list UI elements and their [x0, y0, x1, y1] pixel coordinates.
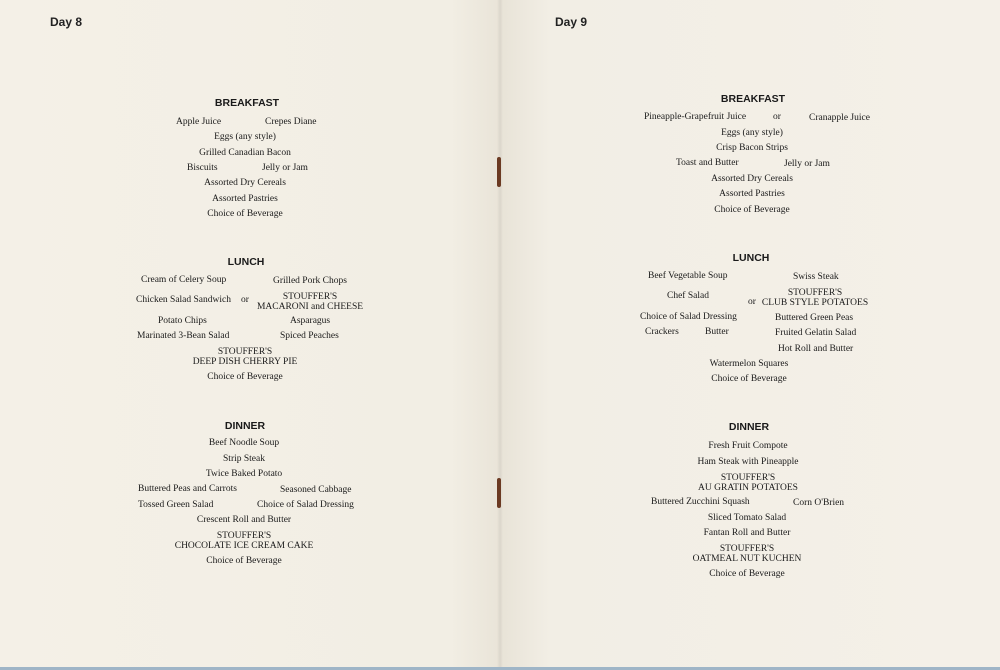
staple-icon — [497, 157, 501, 187]
day-label: Day 9 — [555, 15, 588, 29]
menu-item: Fantan Roll and Butter — [703, 528, 791, 538]
menu-item: Choice of Beverage — [711, 374, 787, 384]
dinner-heading: DINNER — [224, 420, 266, 432]
menu-item: Choice of Beverage — [206, 556, 282, 566]
menu-item: Asparagus — [290, 316, 331, 326]
menu-item: Seasoned Cabbage — [280, 485, 352, 495]
menu-item: Fruited Gelatin Salad — [775, 328, 857, 338]
menu-item: Choice of Salad Dressing — [257, 500, 354, 510]
menu-item: Cream of Celery Soup — [141, 275, 227, 285]
menu-item: Buttered Green Peas — [775, 313, 854, 323]
menu-item: Marinated 3-Bean Salad — [137, 331, 230, 341]
menu-item: STOUFFER'S CLUB STYLE POTATOES — [761, 288, 869, 309]
menu-item: Assorted Dry Cereals — [711, 174, 793, 184]
menu-item: STOUFFER'S CHOCOLATE ICE CREAM CAKE — [174, 531, 314, 552]
menu-item: Jelly or Jam — [784, 159, 830, 169]
menu-item: Beef Vegetable Soup — [648, 271, 728, 281]
menu-item: Corn O'Brien — [793, 498, 845, 508]
menu-item: Beef Noodle Soup — [208, 438, 280, 448]
menu-item: Choice of Beverage — [207, 209, 283, 219]
right-page — [500, 0, 1000, 670]
menu-item: STOUFFER'S AU GRATIN POTATOES — [698, 473, 798, 494]
menu-item: Twice Baked Potato — [205, 469, 283, 479]
menu-item: or — [773, 112, 781, 122]
menu-item: Buttered Peas and Carrots — [138, 484, 237, 494]
menu-item: Potato Chips — [158, 316, 207, 326]
menu-item: Crepes Diane — [265, 117, 317, 127]
lunch-heading: LUNCH — [227, 256, 265, 268]
page-gutter — [497, 0, 503, 670]
menu-item: Butter — [705, 327, 729, 337]
menu-item: Spiced Peaches — [280, 331, 339, 341]
menu-item: Hot Roll and Butter — [778, 344, 854, 354]
menu-item: Crackers — [645, 327, 679, 337]
menu-item: Crescent Roll and Butter — [196, 515, 292, 525]
menu-item: Choice of Beverage — [709, 569, 785, 579]
menu-item: Toast and Butter — [676, 158, 739, 168]
staple-icon — [497, 478, 501, 508]
menu-item: Eggs (any style) — [721, 128, 783, 138]
menu-item: Grilled Pork Chops — [273, 276, 347, 286]
menu-item: Ham Steak with Pineapple — [697, 457, 799, 467]
menu-item: Watermelon Squares — [709, 359, 789, 369]
menu-item: Fresh Fruit Compote — [708, 441, 788, 451]
menu-item: STOUFFER'S OATMEAL NUT KUCHEN — [692, 544, 802, 565]
lunch-heading: LUNCH — [732, 252, 770, 264]
menu-item: Grilled Canadian Bacon — [199, 148, 291, 158]
menu-item: Assorted Pastries — [719, 189, 785, 199]
menu-item: Assorted Dry Cereals — [204, 178, 286, 188]
menu-item: Strip Steak — [223, 454, 265, 464]
menu-item: Choice of Beverage — [207, 372, 283, 382]
menu-item: STOUFFER'S DEEP DISH CHERRY PIE — [192, 347, 298, 368]
menu-item: Tossed Green Salad — [138, 500, 214, 510]
menu-item: Chef Salad — [667, 291, 709, 301]
menu-item: Pineapple-Grapefruit Juice — [644, 112, 747, 122]
menu-item: STOUFFER'S MACARONI and CHEESE — [256, 292, 364, 313]
dinner-heading: DINNER — [728, 421, 770, 433]
menu-item: Buttered Zucchini Squash — [651, 497, 750, 507]
menu-item: Eggs (any style) — [214, 132, 276, 142]
menu-item: Biscuits — [187, 163, 218, 173]
menu-item: Cranapple Juice — [809, 113, 870, 123]
menu-item: Choice of Salad Dressing — [640, 312, 737, 322]
menu-item: Jelly or Jam — [262, 163, 308, 173]
breakfast-heading: BREAKFAST — [214, 97, 280, 109]
menu-item: Crisp Bacon Strips — [716, 143, 788, 153]
menu-item: Chicken Salad Sandwich — [136, 295, 231, 305]
day-label: Day 8 — [50, 15, 83, 29]
menu-item: Sliced Tomato Salad — [707, 513, 787, 523]
menu-item: or — [748, 297, 756, 307]
menu-item: Swiss Steak — [793, 272, 839, 282]
breakfast-heading: BREAKFAST — [720, 93, 786, 105]
menu-item: Assorted Pastries — [212, 194, 278, 204]
menu-item: Apple Juice — [176, 117, 222, 127]
menu-item: or — [241, 295, 249, 305]
menu-item: Choice of Beverage — [714, 205, 790, 215]
